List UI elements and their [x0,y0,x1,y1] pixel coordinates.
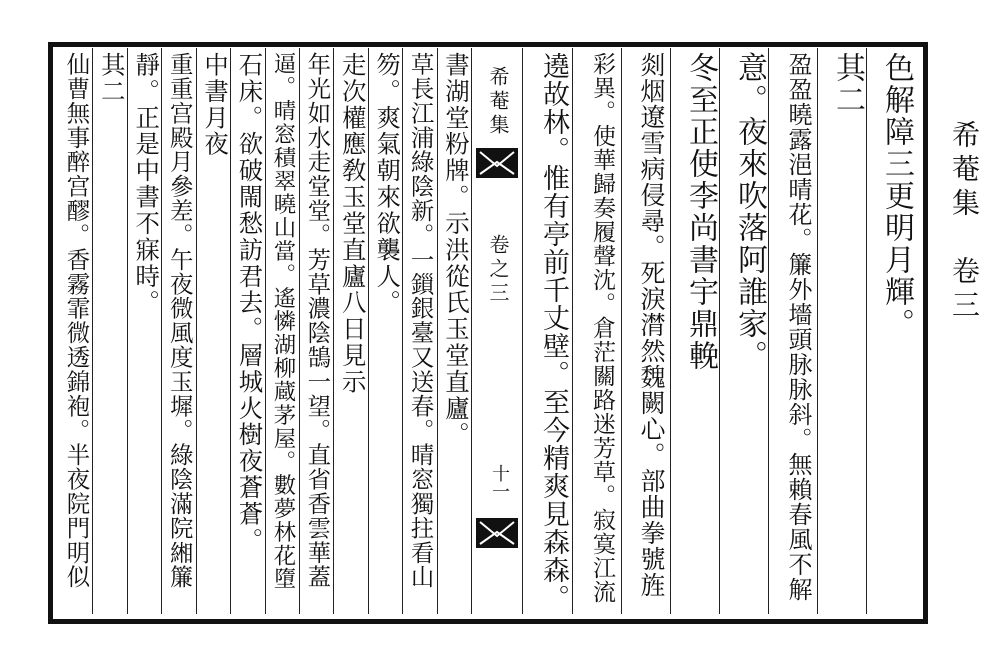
text-column-14: 逼。晴窓積翠曉山當。遙憐湖柳蔵茅屋。數夢林花墮 [269,52,296,591]
text-column-8: 遶故林。惟有亭前千丈壁。至今精爽見森森。 [538,52,569,612]
column-rule [768,48,769,614]
text-column-20: 仙曹無事醉宫醪。香霧霏微透錦袍。半夜院門明似 [62,52,91,590]
column-rule [402,48,403,614]
text-column-13: 年光如水走堂堂。芳草濃陰鵠一望。直省香雲華蓋 [303,52,332,590]
column-rule [92,48,93,614]
text-column-19: 其二 [96,52,126,105]
text-column-2: 其二 [830,52,865,116]
column-rule [719,48,720,614]
column-rule [265,48,266,614]
text-column-6: 剡烟遼雪病侵尋。死淚潸然魏闕心。部曲拳號旌 [637,52,666,598]
column-rule [333,48,334,614]
heart-book-title: 希菴集 [486,66,510,138]
text-column-7: 彩異。使華歸奏履聲沈。倉茫關路迷芳草。寂寞江流 [589,52,615,604]
column-rule [230,48,231,614]
fishtail-ornament-icon [476,148,518,178]
column-rule [161,48,162,614]
center-heart [471,48,523,614]
text-column-15: 石床。欲破閙愁訪君去。層城火樹夜蒼蒼。 [234,52,264,554]
column-rule [437,48,438,614]
text-column-5: 冬至正使李尚書宇鼎輓 [683,52,718,372]
text-column-11: 笏。爽氣朝來欲襲人。 [372,52,402,317]
text-column-18: 靜。正是中書不寐時。 [131,52,161,317]
text-column-1: 色解障三更明月輝。 [879,52,914,340]
column-rule [817,48,818,614]
text-column-16: 中書月夜 [200,52,230,158]
column-rule [866,48,867,614]
heart-page-number: 十一 [489,464,510,500]
text-column-12: 走次權應敎玉堂直廬八日見示 [337,52,367,396]
fishtail-ornament-icon [476,518,518,548]
text-column-4: 意。夜來吹落阿誰家。 [732,52,767,372]
column-rule [127,48,128,614]
column-rule [368,48,369,614]
column-rule [670,48,671,614]
text-column-9: 書湖堂粉牌。示洪從氏玉堂直廬。 [440,52,470,449]
heart-volume: 卷之三 [486,234,510,306]
page-margin-title: 希菴集 卷三 [948,120,981,324]
text-column-17: 重重宫殿月參差。午夜微風度玉墀。綠陰滿院緗簾 [165,52,194,590]
text-column-10: 草長江浦綠陰新。一鎻銀臺又送春。晴窓獨拄看山 [406,52,435,590]
column-rule [572,48,573,614]
column-rule [196,48,197,614]
text-column-3: 盈盈曉露浥晴花。簾外墻頭脉脉斜。無賴春風不解 [784,52,812,602]
column-rule [621,48,622,614]
column-rule [299,48,300,614]
